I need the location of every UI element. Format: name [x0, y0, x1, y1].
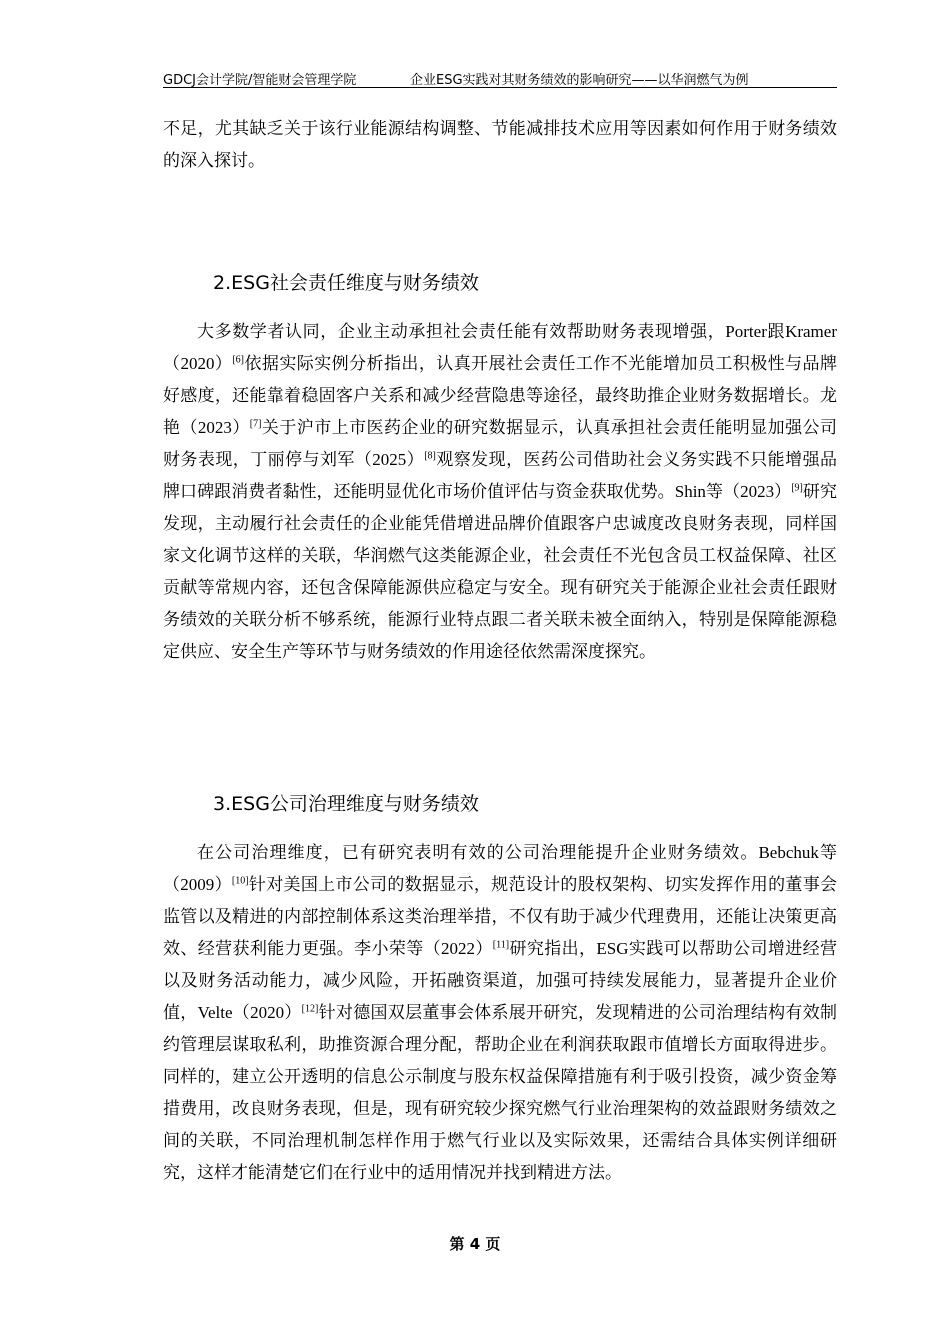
- s2-text-2: 依据实际实例分析指出，认真开展社会责任工作不光能增加员工积极性与品牌好感度，还能靠着稳固客户关系和减少经营隐患等途径，最终助推企业财务数据增长。龙艳（2023）: [163, 354, 838, 437]
- s2-text-4: 观察发现，医药公司借助社会义务实践不只能增强品牌口碑跟消费者黏性，还能明显优化市场价值评估与资金获取优势。Shin等（2023）: [163, 450, 838, 501]
- header-thesis-title: 企业ESG实践对其财务绩效的影响研究——以华润燃气为例: [410, 73, 749, 88]
- s2-text-1: 大多数学者认同，企业主动承担社会责任能有效帮助财务表现增强，Porter跟Kramer（2020）: [163, 322, 837, 373]
- section-3-paragraph: [163, 837, 837, 1189]
- s3-text-3: 研究指出，ESG实践可以帮助公司增进经营以及财务活动能力，减少风险，开拓融资渠道，加强可持续发展能力，显著提升企业价值，Velte（2020）: [163, 939, 837, 1022]
- section-2-heading: 2.ESG社会责任维度与财务绩效: [213, 272, 479, 294]
- page-header: [163, 67, 837, 88]
- s2-text-5: 研究发现，主动履行社会责任的企业能凭借增进品牌价值跟客户忠诚度改良财务表现，同样国家文化调节这样的关联，华润燃气这类能源企业，社会责任不光包含员工权益保障、社区贡献等常规内容，还包含保障能源供应稳定与安全。现有研究关于能源企业社会责任跟财务绩效的关联分析不够系统，能源行业特点跟二者关联未被全面纳入，特别是保障能源稳定供应、安全生产等环节与财务绩效的作用途径依然需深度探究。: [163, 482, 837, 661]
- citation-11: [11]: [492, 939, 510, 951]
- citation-7: [7]: [249, 418, 262, 430]
- citation-6: [6]: [232, 354, 244, 366]
- s3-text-4: 针对德国双层董事会体系展开研究，发现精进的公司治理结构有效制约管理层谋取私利，助推资源合理分配，帮助企业在利润获取跟市值增长方面取得进步。同样的，建立公开透明的信息公示制度与股东权益保障措施有利于吸引投资，减少资金筹措费用，改良财务表现，但是，现有研究较少探究燃气行业治理架构的效益跟财务绩效之间的关联，不同治理机制怎样作用于燃气行业以及实际效果，还需结合具体实例详细研究，这样才能清楚它们在行业中的适用情况并找到精进方法。: [163, 1003, 838, 1182]
- page-number: 第 4 页: [449, 1235, 501, 1253]
- intro-paragraph: 不足，尤其缺乏关于该行业能源结构调整、节能减排技术应用等因素如何作用于财务绩效的深入探讨。: [163, 119, 837, 170]
- section-3-heading: 3.ESG公司治理维度与财务绩效: [213, 793, 479, 815]
- citation-9: [9]: [791, 482, 803, 494]
- section-2-paragraph: [163, 316, 837, 668]
- citation-12: [12]: [301, 1003, 319, 1015]
- s3-text-2: 针对美国上市公司的数据显示，规范设计的股权架构、切实发挥作用的董事会监管以及精进的内部控制体系这类治理举措，不仅有助于减少代理费用，还能让决策更高效、经营获利能力更强。李小荣等（2022）: [163, 875, 838, 958]
- citation-10: [10]: [231, 875, 249, 887]
- s2-text-3: 关于沪市上市医药企业的研究数据显示，认真承担社会责任能明显加强公司财务表现，丁丽停与刘军（2025）: [163, 418, 837, 469]
- citation-8: [8]: [424, 450, 436, 462]
- header-school: GDCJ会计学院/智能财会管理学院: [163, 73, 357, 88]
- s3-text-1: 在公司治理维度，已有研究表明有效的公司治理能提升企业财务绩效。Bebchuk等（2009）: [163, 843, 837, 894]
